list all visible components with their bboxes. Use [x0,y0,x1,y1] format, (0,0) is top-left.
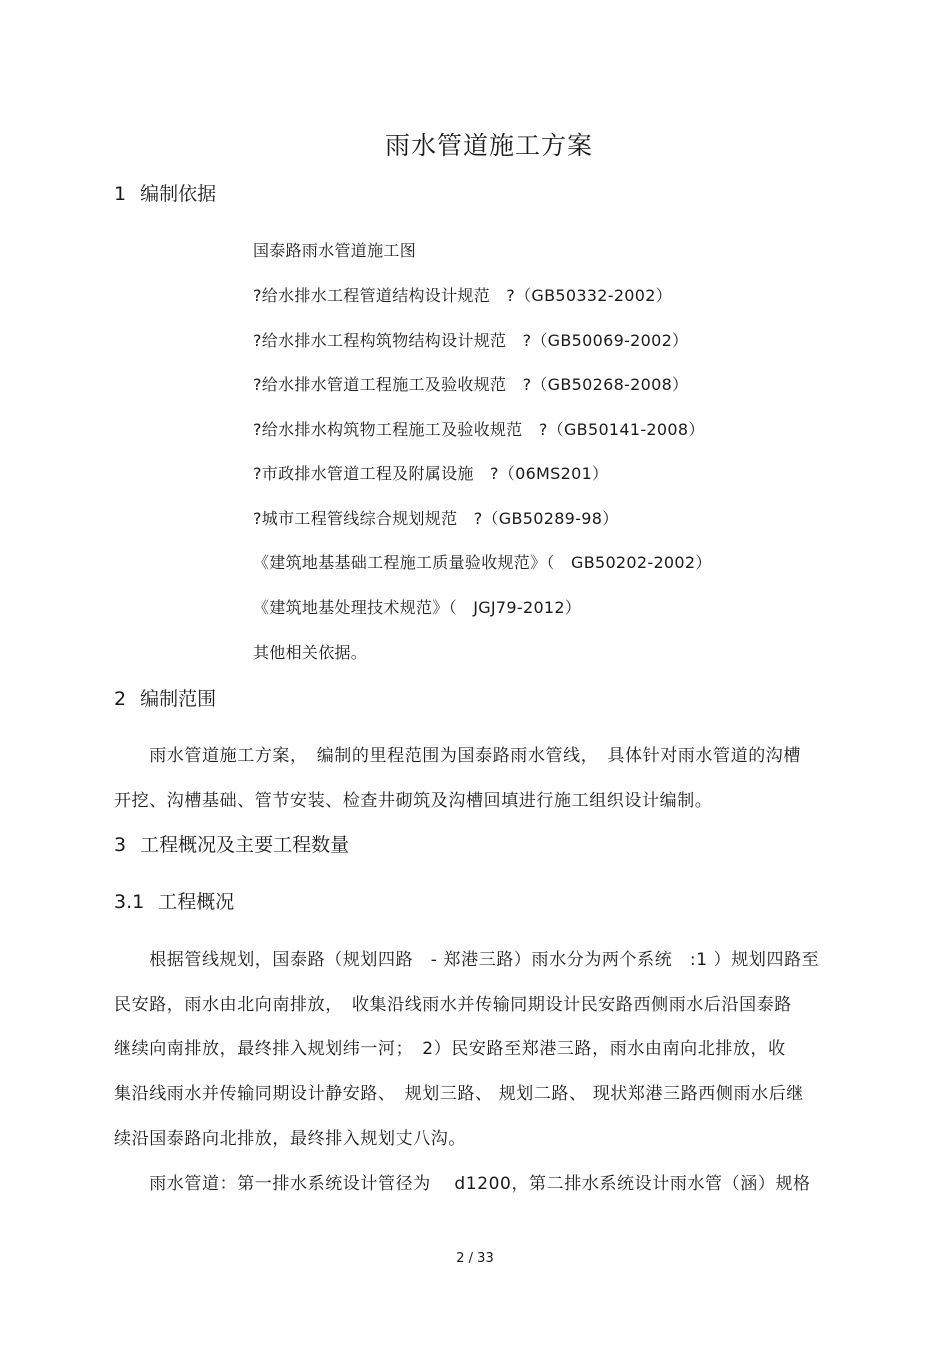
reference-item: 《建筑地基处理技术规范》（ JGJ79-2012） [253,598,582,617]
section-number: 3 [114,834,127,856]
section-heading-3-1 [114,887,234,914]
reference-item: ?给水排水管道工程施工及验收规范 ?（GB50268-2008） [253,375,689,394]
paragraph-line: 雨水管道：第一排水系统设计管径为 d1200，第二排水系统设计雨水管（涵）规格 [114,1174,811,1194]
page-number: 2 / 33 [456,1251,494,1266]
reference-item: 国泰路雨水管道施工图 [253,241,417,260]
section-number: 1 [114,183,127,205]
paragraph-line: 根据管线规划，国泰路（规划四路 - 郑港三路）雨水分为两个系统 :1 ）规划四路至 [114,950,820,970]
paragraph-line: 集沿线雨水并传输同期设计静安路、 规划三路、 规划二路、 现状郑港三路西侧雨水后继 [114,1084,804,1104]
section-title: 编制范围 [140,688,217,710]
section-number: 3.1 [114,891,145,913]
paragraph-line: 续沿国泰路向北排放，最终排入规划丈八沟。 [114,1129,466,1149]
paragraph-line: 雨水管道施工方案， 编制的里程范围为国泰路雨水管线， 具体针对雨水管道的沟槽 [114,746,801,766]
document-title: 雨水管道施工方案 [384,131,593,160]
paragraph-line: 继续向南排放，最终排入规划纬一河； 2）民安路至郑港三路，雨水由南向北排放，收 [114,1039,786,1059]
section-title: 编制依据 [140,183,217,205]
reference-item: ?市政排水管道工程及附属设施 ?（06MS201） [253,464,609,483]
reference-item: 《建筑地基基础工程施工质量验收规范》（ GB50202-2002） [253,553,712,572]
section-title: 工程概况 [158,891,235,913]
reference-item: ?给水排水工程构筑物结构设计规范 ?（GB50069-2002） [253,331,689,350]
reference-item: ?给水排水构筑物工程施工及验收规范 ?（GB50141-2008） [253,420,705,439]
section-heading-2 [114,684,216,711]
section-heading-3 [114,830,349,857]
reference-item: 其他相关依据。 [253,643,368,662]
section-number: 2 [114,688,127,710]
section-heading-1 [114,179,216,206]
paragraph-line: 民安路，雨水由北向南排放， 收集沿线雨水并传输同期设计民安路西侧雨水后沿国泰路 [114,995,792,1015]
reference-item: ?给水排水工程管道结构设计规范 ?（GB50332-2002） [253,286,673,305]
section-title: 工程概况及主要工程数量 [140,834,350,856]
paragraph-line: 开挖、沟槽基础、管节安装、检查井砌筑及沟槽回填进行施工组织设计编制。 [114,791,713,811]
reference-item: ?城市工程管线综合规划规范 ?（GB50289-98） [253,509,619,528]
